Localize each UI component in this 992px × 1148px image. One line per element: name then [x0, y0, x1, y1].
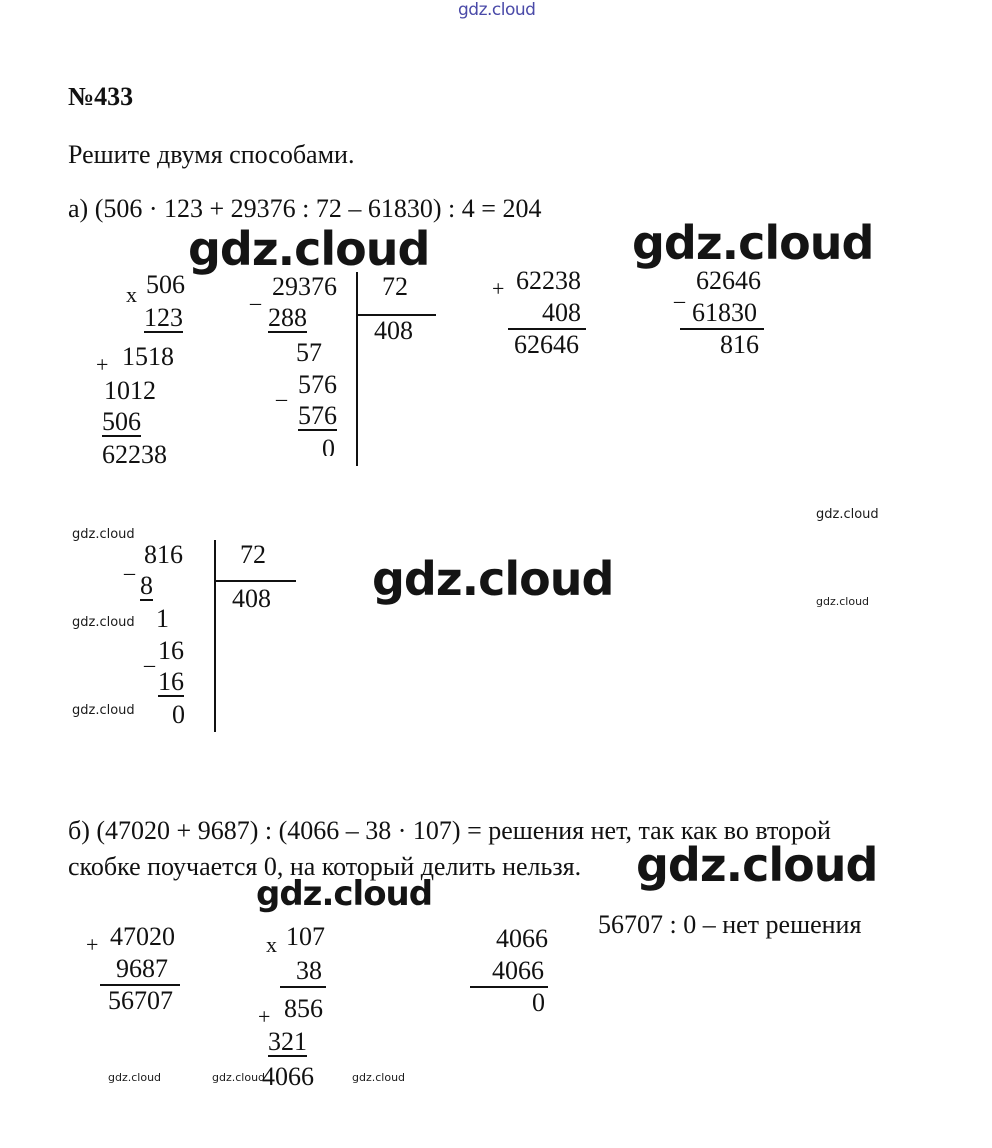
watermark-big: gdz.cloud — [188, 222, 430, 276]
product-result: 4066 — [262, 1062, 314, 1091]
part-b-line-2: скобке поучается 0, на который делить нельзя. — [68, 852, 582, 881]
subtrahend: 4066 — [492, 956, 544, 985]
plus-sign: + — [258, 1004, 271, 1029]
minus-sign: _ — [144, 644, 155, 669]
dividend: 29376 — [272, 272, 337, 301]
final-remainder: 0 — [322, 434, 335, 456]
sum-result: 62646 — [514, 330, 579, 359]
partial-product: 321 — [268, 1027, 307, 1056]
watermark-small: gdz.cloud — [212, 1071, 266, 1084]
dividend: 816 — [144, 540, 183, 569]
difference-result: 0 — [532, 988, 545, 1017]
partial-dividend: 16 — [158, 636, 184, 665]
quotient: 408 — [374, 316, 413, 345]
divisor: 72 — [240, 540, 266, 569]
factor-2: 123 — [144, 303, 183, 332]
watermark-small: gdz.cloud — [816, 595, 870, 608]
final-remainder: 0 — [172, 700, 185, 729]
division-horizontal-line — [214, 580, 296, 582]
plus-sign: + — [492, 276, 505, 301]
product-result: 62238 — [102, 440, 167, 469]
part-b-conclusion: 56707 : 0 – нет решения — [598, 910, 862, 939]
partial-product: 856 — [284, 994, 323, 1023]
division-vertical-line — [214, 540, 216, 732]
partial-product: 506 — [102, 407, 141, 436]
partial-product: 1012 — [104, 376, 156, 405]
difference-result: 816 — [720, 330, 759, 359]
partial-product: 1518 — [122, 342, 174, 371]
minus-sign: _ — [276, 378, 287, 403]
watermark-small: gdz.cloud — [72, 615, 135, 630]
addend-2: 9687 — [116, 954, 168, 983]
addend-1: 62238 — [516, 266, 581, 295]
problem-instruction: Решите двумя способами. — [68, 140, 355, 169]
watermark-big: gdz.cloud — [372, 552, 614, 606]
watermark-small: gdz.cloud — [352, 1071, 406, 1084]
partial-dividend: 576 — [298, 370, 337, 399]
plus-sign: + — [86, 932, 99, 957]
factor-1: 506 — [146, 270, 185, 299]
minus-sign: _ — [124, 552, 135, 577]
minuend: 62646 — [696, 266, 761, 295]
watermark-small: gdz.cloud — [816, 507, 879, 522]
subtrahend: 288 — [268, 303, 307, 332]
watermark-big: gdz.cloud — [632, 216, 874, 270]
minus-sign: _ — [250, 282, 261, 307]
subtrahend: 576 — [298, 401, 337, 430]
plus-sign: + — [96, 352, 109, 377]
minuend: 4066 — [496, 924, 548, 953]
sum-result: 56707 — [108, 986, 173, 1015]
multiply-sign: x — [126, 282, 137, 307]
watermark-big: gdz.cloud — [256, 874, 433, 914]
subtrahend: 16 — [158, 667, 184, 696]
factor-1: 107 — [286, 922, 325, 951]
watermark-small: gdz.cloud — [108, 1071, 162, 1084]
quotient: 408 — [232, 584, 271, 613]
watermark-small: gdz.cloud — [72, 527, 135, 542]
addend-2: 408 — [542, 298, 581, 327]
product-line — [280, 986, 326, 988]
part-a-expression: а) (506 · 123 + 29376 : 72 – 61830) : 4 = 204 — [68, 194, 542, 223]
watermark-top: gdz.cloud — [458, 0, 536, 20]
factor-2: 38 — [296, 956, 322, 985]
watermark-small: gdz.cloud — [72, 703, 135, 718]
division-vertical-line — [356, 272, 358, 466]
subtrahend: 8 — [140, 571, 153, 600]
remainder: 1 — [156, 604, 169, 633]
part-b-line-1: б) (47020 + 9687) : (4066 – 38 · 107) = решения нет, так как во второй — [68, 816, 831, 845]
multiply-sign: x — [266, 932, 277, 957]
problem-number: №433 — [68, 82, 134, 111]
subtrahend: 61830 — [692, 298, 757, 327]
divisor: 72 — [382, 272, 408, 301]
addend-1: 47020 — [110, 922, 175, 951]
watermark-big: gdz.cloud — [636, 838, 878, 892]
remainder: 57 — [296, 338, 322, 367]
minus-sign: _ — [674, 280, 685, 305]
